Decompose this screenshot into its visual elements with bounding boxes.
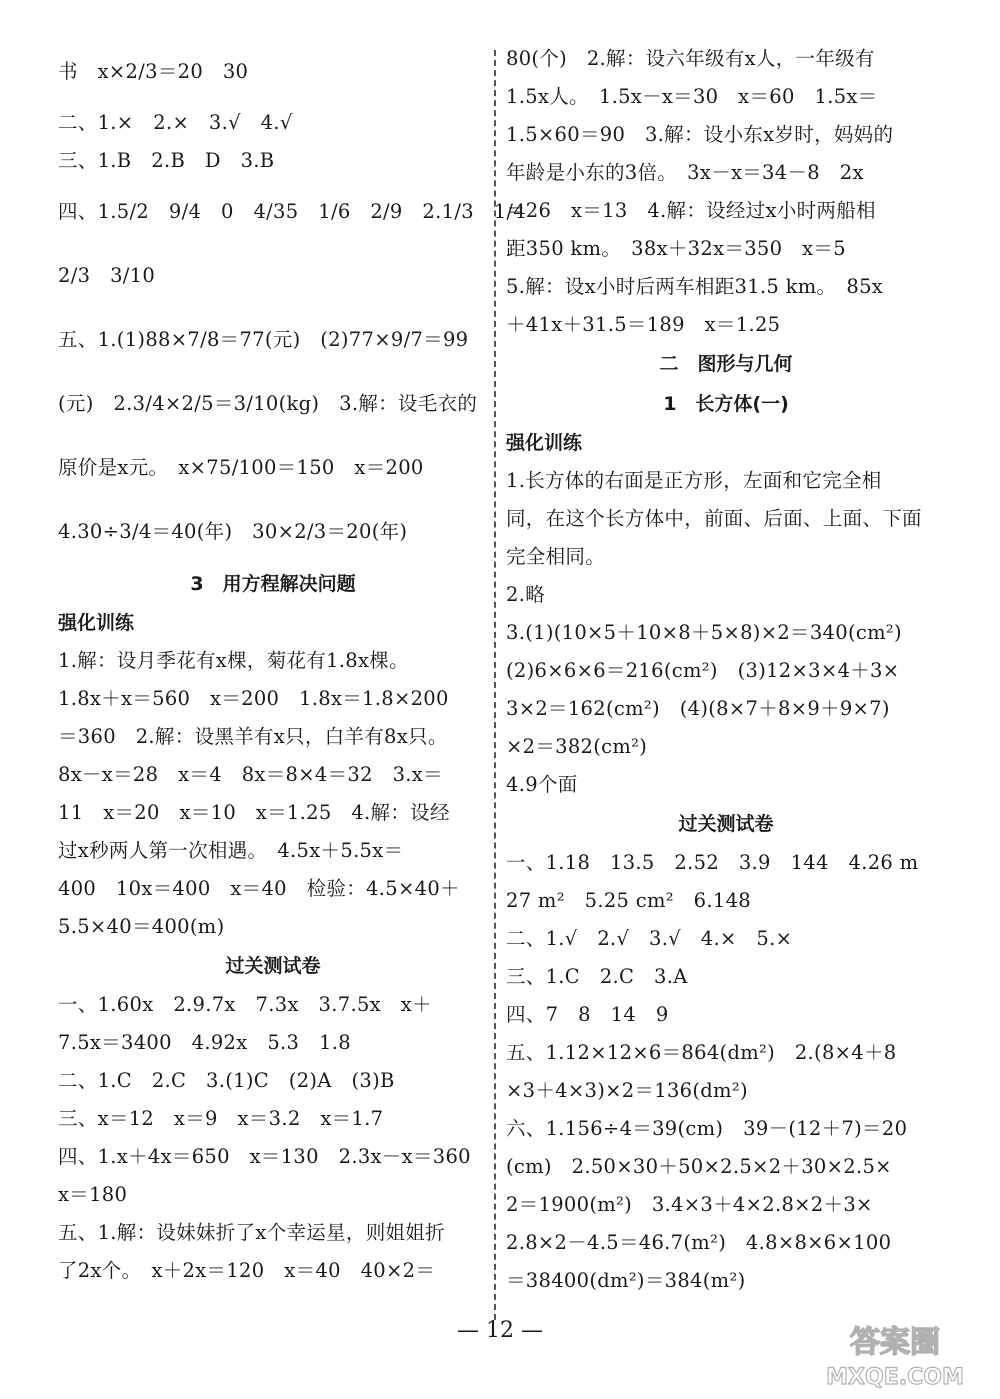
watermark-url: MXQE.COM <box>826 1365 964 1390</box>
answer-line: 原价是x元。 x×75/100＝150 x＝200 <box>58 456 424 479</box>
answer-line: 8x－x＝28 x＝4 8x＝8×4＝32 3.x＝ <box>58 763 443 786</box>
answer-line: 3.(1)(10×5＋10×8＋5×8)×2＝340(cm²) <box>506 621 902 644</box>
answer-line: 完全相同。 <box>506 545 606 568</box>
answer-line: 7.5x＝3400 4.92x 5.3 1.8 <box>58 1031 351 1054</box>
answer-line: 五、1.(1)88×7/8＝77(元) (2)77×9/7＝99 <box>58 328 469 351</box>
section-heading: 1 长方体(一) <box>663 393 789 415</box>
answer-line: 书 x×2/3＝20 30 <box>58 60 249 83</box>
answer-line: ×2＝382(cm²) <box>506 735 648 758</box>
answer-line: 同，在这个长方体中，前面、后面、上面、下面 <box>506 507 922 530</box>
answer-line: 了2x个。 x＋2x＝120 x＝40 40×2＝ <box>58 1259 436 1282</box>
answer-line: 一、1.18 13.5 2.52 3.9 144 4.26 m <box>506 851 919 874</box>
watermark-logo <box>800 1318 990 1392</box>
answer-line: 四、1.x＋4x＝650 x＝130 2.3x－x＝360 <box>58 1145 471 1168</box>
answer-line: 三、1.C 2.C 3.A <box>506 965 688 988</box>
answer-line: 距350 km。 38x＋32x＝350 x＝5 <box>506 237 846 260</box>
answer-line: 80(个) 2.解：设六年级有x人，一年级有 <box>506 47 875 70</box>
answer-line: 4.9个面 <box>506 773 578 796</box>
answer-line: 四、1.5/2 9/4 0 4/35 1/6 2/9 2.1/3 1/4 <box>58 200 527 223</box>
answer-line: 五、1.12×12×6＝864(dm²) 2.(8×4＋8 <box>506 1041 897 1064</box>
answer-line: 2.略 <box>506 583 546 606</box>
answer-line: 五、1.解：设妹妹折了x个幸运星，则姐姐折 <box>58 1221 445 1244</box>
answer-line: 一、1.60x 2.9.7x 7.3x 3.7.5x x＋ <box>58 993 432 1016</box>
answer-line: ×3＋4×3)×2＝136(dm²) <box>506 1079 748 1102</box>
answer-line: 过x秒两人第一次相遇。 4.5x＋5.5x＝ <box>58 839 404 862</box>
answer-line: 5.5×40＝400(m) <box>58 915 225 938</box>
answer-line: (cm) 2.50×30＋50×2.5×2＋30×2.5× <box>506 1155 892 1178</box>
answer-line: ＋41x＋31.5＝189 x＝1.25 <box>506 313 781 336</box>
answer-line: 三、x＝12 x＝9 x＝3.2 x＝1.7 <box>58 1107 384 1130</box>
answer-line: 1.8x＋x＝560 x＝200 1.8x＝1.8×200 <box>58 687 449 710</box>
answer-line: 1.5×60＝90 3.解：设小东x岁时，妈妈的 <box>506 123 894 146</box>
answer-line: 400 10x＝400 x＝40 检验：4.5×40＋ <box>58 877 460 900</box>
answer-line: ＝360 2.解：设黑羊有x只，白羊有8x只。 <box>58 725 448 748</box>
answer-line: 四、7 8 14 9 <box>506 1003 669 1026</box>
answer-line: ＝38400(dm²)＝384(m²) <box>506 1269 746 1292</box>
section-heading: 3 用方程解决问题 <box>190 573 356 595</box>
answer-line: 二、1.√ 2.√ 3.√ 4.× 5.× <box>506 927 793 950</box>
answer-line: 4.30÷3/4＝40(年) 30×2/3＝20(年) <box>58 520 408 543</box>
answer-line: 1.长方体的右面是正方形，左面和它完全相 <box>506 469 882 492</box>
answer-line: 1.5x人。 1.5x－x＝30 x＝60 1.5x＝ <box>506 85 878 108</box>
section-heading: 二 图形与几何 <box>659 353 793 375</box>
section-heading: 强化训练 <box>506 432 583 454</box>
column-divider <box>494 50 496 1320</box>
answer-line: 六、1.156÷4＝39(cm) 39－(12＋7)＝20 <box>506 1117 908 1140</box>
answer-line: 3×2＝162(cm²) (4)(8×7＋8×9＋9×7) <box>506 697 890 720</box>
answer-line: (2)6×6×6＝216(cm²) (3)12×3×4＋3× <box>506 659 900 682</box>
answer-line: 27 m² 5.25 cm² 6.148 <box>506 889 751 912</box>
watermark-title: 答案圈 <box>850 1325 940 1360</box>
right-column <box>506 40 946 1300</box>
answer-line: 5.解：设x小时后两车相距31.5 km。 85x <box>506 275 884 298</box>
answer-line: (元) 2.3/4×2/5＝3/10(kg) 3.解：设毛衣的 <box>58 392 478 415</box>
answer-line: x＝180 <box>58 1183 128 1206</box>
answer-line: 二、1.C 2.C 3.(1)C (2)A (3)B <box>58 1069 395 1092</box>
answer-line: 11 x＝20 x＝10 x＝1.25 4.解：设经 <box>58 801 450 824</box>
answer-line: 1.解：设月季花有x棵，菊花有1.8x棵。 <box>58 649 409 672</box>
answer-line: 2＝1900(m²) 3.4×3＋4×2.8×2＋3× <box>506 1193 873 1216</box>
section-heading: 强化训练 <box>58 612 135 634</box>
answer-line: 三、1.B 2.B D 3.B <box>58 149 275 172</box>
answer-line: 2.8×2－4.5＝46.7(m²) 4.8×8×6×100 <box>506 1231 892 1254</box>
answer-line: 2/3 3/10 <box>58 264 156 287</box>
answer-line: 年龄是小东的3倍。 3x－x＝34－8 2x <box>506 161 864 184</box>
answer-line: 二、1.× 2.× 3.√ 4.√ <box>58 111 293 134</box>
page-number: — 12 — <box>457 1318 543 1343</box>
answer-line: ＝26 x＝13 4.解：设经过x小时两船相 <box>506 199 876 222</box>
section-heading: 过关测试卷 <box>678 813 774 835</box>
section-heading: 过关测试卷 <box>225 955 321 977</box>
